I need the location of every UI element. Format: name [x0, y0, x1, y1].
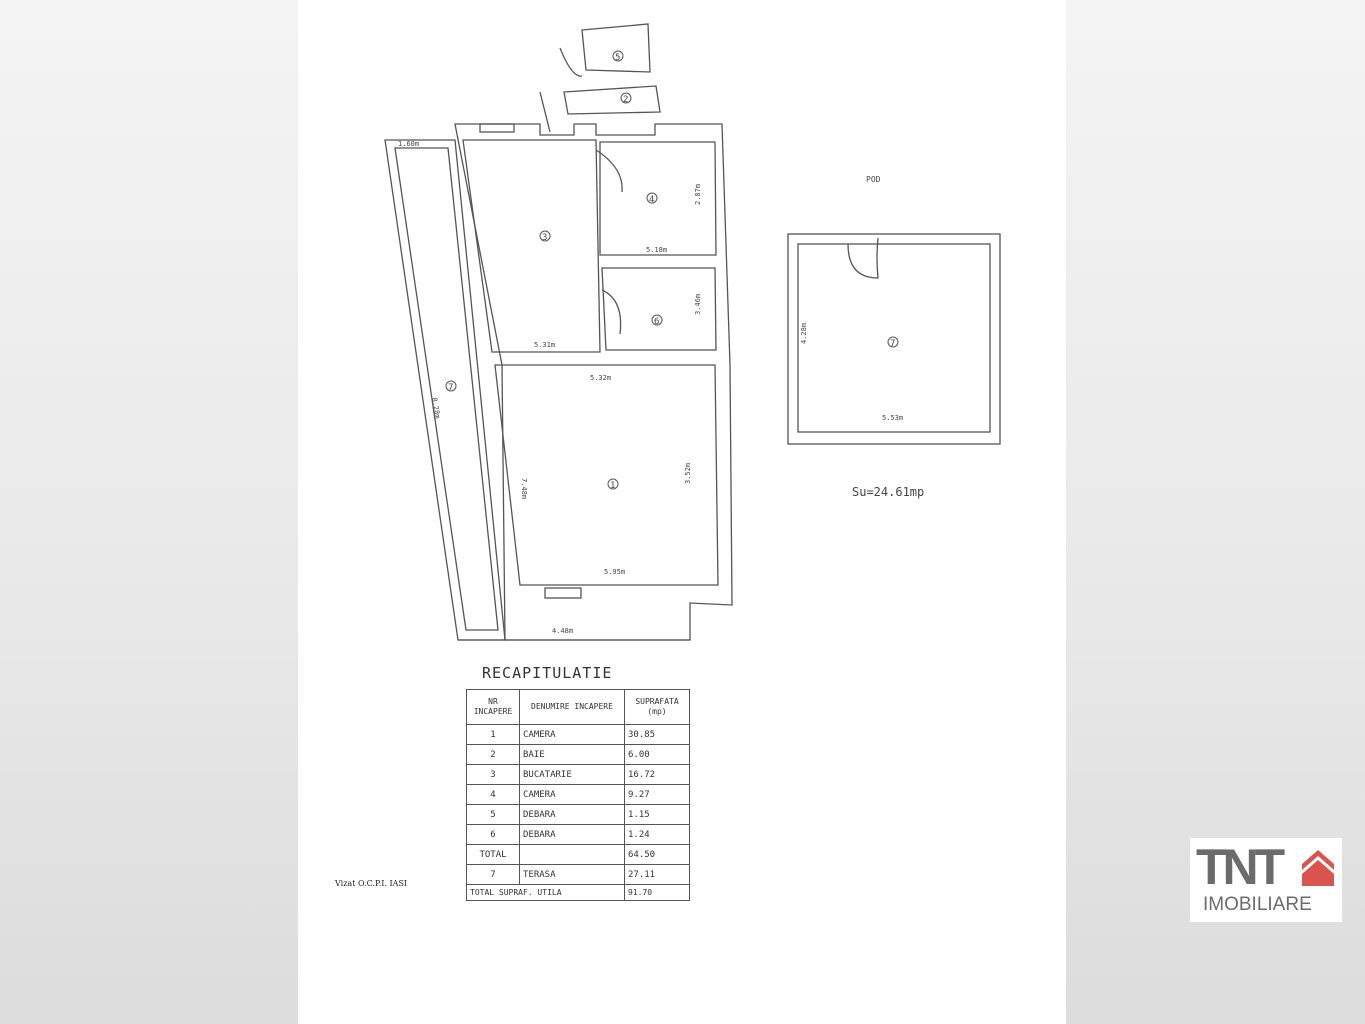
window-bottom	[545, 588, 581, 598]
table-row	[467, 785, 690, 805]
cell-nr: TOTAL	[467, 845, 520, 865]
cell-nr: 1	[467, 725, 520, 745]
pod-label: POD	[866, 175, 881, 184]
total-value: 91.70	[625, 885, 690, 901]
dimension-label: 5.31m	[534, 341, 556, 349]
viz-note: Vizat O.C.P.I. IASI	[335, 879, 408, 888]
cell-name: DEBARA	[520, 805, 625, 825]
logo-main-text: TNT	[1196, 839, 1282, 895]
dimension-label: 3.46m	[694, 293, 702, 315]
pod-inner	[798, 244, 990, 432]
table-total-row	[467, 885, 690, 901]
table-row	[467, 765, 690, 785]
company-logo[interactable]	[1190, 838, 1342, 922]
cell-name: CAMERA	[520, 725, 625, 745]
table-row	[467, 725, 690, 745]
room-marker-6: 6	[654, 317, 660, 327]
pod-area-label: Su=24.61mp	[852, 485, 925, 499]
cell-nr: 3	[467, 765, 520, 785]
logo-sub-text: IMOBILIARE	[1203, 894, 1312, 915]
cell-name: BAIE	[520, 745, 625, 765]
cell-name: DEBARA	[520, 825, 625, 845]
cell-area: 27.11	[625, 865, 690, 885]
dimension-label: 1.60m	[398, 140, 420, 148]
door-arc	[560, 48, 582, 76]
cell-area: 1.15	[625, 805, 690, 825]
total-label: TOTAL SUPRAF. UTILA	[467, 885, 625, 901]
room-marker-1: 1	[610, 481, 616, 491]
cell-nr: 5	[467, 805, 520, 825]
cell-name: TERASA	[520, 865, 625, 885]
table-row	[467, 745, 690, 765]
closet-top-outline	[582, 24, 650, 72]
dimension-label: 8.28m	[430, 396, 442, 420]
cell-nr: 6	[467, 825, 520, 845]
terrace-outline	[385, 140, 505, 640]
cell-area: 9.27	[625, 785, 690, 805]
cell-nr: 7	[467, 865, 520, 885]
header-name: DENUMIRE INCAPERE	[520, 690, 625, 725]
dimension-label: 4.48m	[552, 627, 574, 635]
closet-second-outline	[564, 86, 660, 114]
cell-name: CAMERA	[520, 785, 625, 805]
window-top	[480, 124, 514, 132]
cell-area: 30.85	[625, 725, 690, 745]
dimension-label: 5.53m	[882, 414, 904, 422]
room-marker-4: 4	[649, 195, 655, 205]
house-icon	[1302, 848, 1334, 886]
room-marker-5: 5	[615, 53, 621, 63]
cell-nr: 4	[467, 785, 520, 805]
door-swing	[540, 92, 550, 132]
dimension-label: 5.18m	[646, 246, 668, 254]
table-row	[467, 805, 690, 825]
recap-table	[466, 689, 690, 901]
cell-nr: 2	[467, 745, 520, 765]
dimension-label: 3.52m	[684, 462, 692, 484]
dimension-label: 7.48m	[520, 478, 528, 500]
room-3-outline	[463, 140, 600, 352]
cell-area: 16.72	[625, 765, 690, 785]
cell-area: 1.24	[625, 825, 690, 845]
cell-area: 6.00	[625, 745, 690, 765]
dimension-label: 5.95m	[604, 568, 626, 576]
table-row	[467, 825, 690, 845]
room-marker-3: 3	[542, 233, 548, 243]
table-row	[467, 865, 690, 885]
dimension-label: 5.32m	[590, 374, 612, 382]
cell-name	[520, 845, 625, 865]
cell-area: 64.50	[625, 845, 690, 865]
recap-title: RECAPITULATIE	[482, 664, 613, 682]
header-area: SUPRAFATA (mp)	[625, 690, 690, 725]
dimension-label: 2.87m	[694, 183, 702, 205]
cell-name: BUCATARIE	[520, 765, 625, 785]
room-marker-7: 7	[448, 383, 454, 393]
table-row	[467, 845, 690, 865]
dimension-label: 4.28m	[800, 322, 808, 344]
header-nr: NR INCAPERE	[467, 690, 520, 725]
room-marker-pod: 7	[890, 339, 896, 349]
table-header-row	[467, 690, 690, 725]
room-marker-2: 2	[623, 95, 629, 105]
